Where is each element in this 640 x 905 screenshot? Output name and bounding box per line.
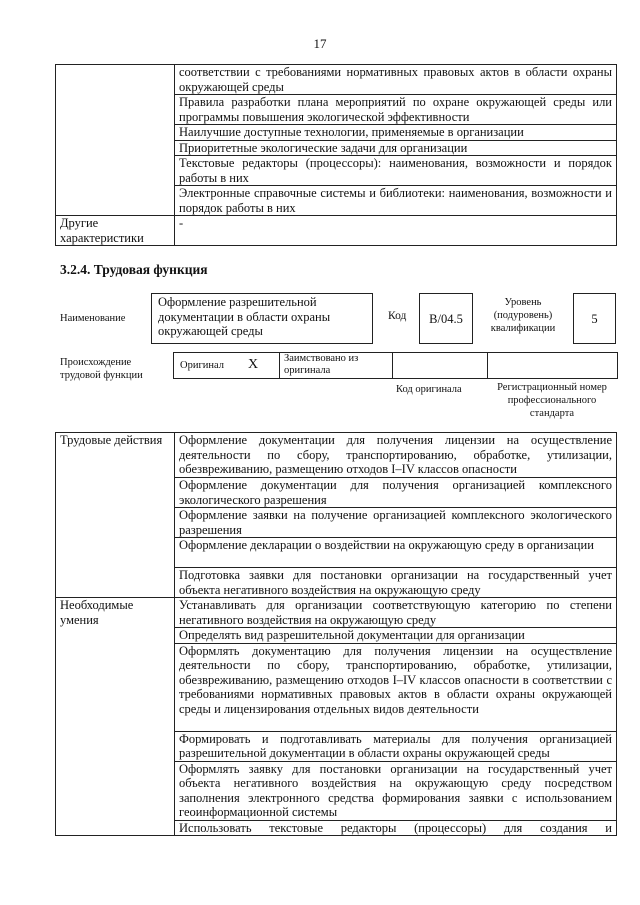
knowledge-table-continuation — [55, 64, 617, 246]
reg-number-caption: Регистрационный номер профессионального стандарта — [497, 382, 607, 419]
original-cell — [173, 352, 280, 379]
labor-action-item: Оформление декларации о воздействии на окружающую среду в организации — [175, 538, 617, 568]
knowledge-item: соответствии с требованиями нормативных правовых актов в области охраны окружающей среды — [175, 65, 617, 95]
origin-label: Происхождение трудовой функции — [60, 357, 143, 381]
other-characteristics-label: Другие характеристики — [56, 216, 175, 246]
code-value: B/04.5 — [419, 293, 473, 344]
empty-label-cell — [56, 65, 175, 216]
knowledge-item: Текстовые редакторы (процессоры): наименования, возможности и порядок работы в них — [175, 156, 617, 186]
labor-action-item: Оформление документации для получения организацией комплексного экологического разрешения — [175, 478, 617, 508]
knowledge-item: Правила разработки плана мероприятий по охране окружающей среды или программы повышения экологической эффективности — [175, 95, 617, 125]
reg-number-cell — [487, 352, 618, 379]
skill-item: Оформлять документацию для получения лицензии на осуществление деятельности по сбору, транспортированию, обработке, утилизации, обезвреживанию, размещению отходов I–IV классов опасности в соответствии с требованиями нормативных правовых актов в области охраны окружающей среды и лицензирования отдельных видов деятельности — [175, 643, 617, 731]
code-original-caption: Код оригинала — [396, 384, 462, 395]
skill-item: Устанавливать для организации соответствующую категорию по степени негативного воздействия на окружающую среду — [175, 598, 617, 628]
skill-item: Формировать и подготавливать материалы для получения организацией разрешительной документации в области охраны окружающей среды — [175, 731, 617, 761]
other-characteristics-value: - — [175, 216, 617, 246]
labor-actions-label: Трудовые действия — [56, 433, 175, 598]
level-value: 5 — [573, 293, 616, 344]
origin-row — [173, 352, 618, 379]
required-skills-label: Необходимые умения — [56, 598, 175, 836]
page-number: 17 — [313, 36, 327, 51]
labor-action-item: Оформление заявки на получение организацией комплексного экологического разрешения — [175, 508, 617, 538]
labor-action-item: Подготовка заявки для постановки организации на государственный учет объекта негативного воздействия на окружающую среду — [175, 568, 617, 598]
skill-item: Определять вид разрешительной документации для организации — [175, 628, 617, 644]
knowledge-item: Электронные справочные системы и библиотеки: наименования, возможности и порядок работы в них — [175, 186, 617, 216]
original-mark: X — [248, 357, 259, 372]
name-label: Наименование — [60, 313, 126, 324]
knowledge-item: Наилучшие доступные технологии, применяемые в организации — [175, 125, 617, 141]
borrowed-label: Заимствовано из оригинала — [279, 352, 393, 379]
knowledge-item: Приоритетные экологические задачи для организации — [175, 140, 617, 156]
skill-item: Использовать текстовые редакторы (процессоры) для создания и — [175, 820, 617, 836]
labor-function-table — [55, 432, 617, 836]
function-name-value: Оформление разрешительной документации в области охраны окружающей среды — [151, 293, 373, 344]
section-heading: 3.2.4. Трудовая функция — [60, 262, 208, 277]
code-original-cell — [392, 352, 488, 379]
code-label: Код — [388, 310, 407, 322]
original-label: Оригинал — [180, 360, 224, 371]
labor-action-item: Оформление документации для получения лицензии на осуществление деятельности по сбору, транспортированию, обработке, утилизации, обезвреживанию, размещению отходов I–IV классов опасности — [175, 433, 617, 478]
skill-item: Оформлять заявку для постановки организации на государственный учет объекта негативного воздействия на окружающую среду посредством заполнения электронного средства формирования заявки с использованием геоинформационной системы — [175, 761, 617, 820]
level-label: Уровень (подуровень) квалификации — [490, 297, 556, 334]
